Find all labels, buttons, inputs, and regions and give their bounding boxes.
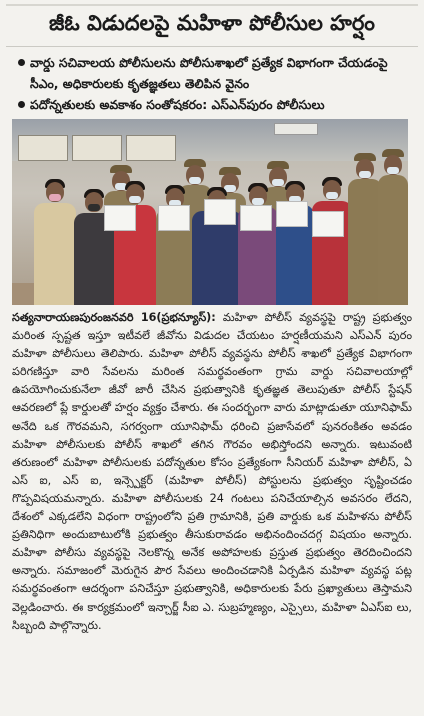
photo-wall-panel [18, 135, 68, 161]
photo-person [276, 181, 314, 305]
summary-bullet [20, 52, 418, 94]
photo-person [348, 153, 382, 305]
photo-placard [240, 205, 272, 231]
photo-person [114, 181, 156, 305]
photo-person [238, 183, 278, 305]
bullet-dot-icon [18, 101, 25, 108]
summary-bullet-text: వార్డు సచివాలయ పోలీసులను పోలీసుశాఖలో ప్రత్యేక విభాగంగా చేయడంపై సీఎం, అధికారులకు కృతజ్ఞతలు తెలిపిన వైనం [30, 55, 388, 91]
bullet-dot-icon [18, 59, 25, 66]
photo-person [156, 185, 194, 305]
photo-person [312, 177, 352, 305]
photo-placard [312, 211, 344, 237]
headline: జీఓ విడుదలపై మహిళా పోలీసుల హర్షం [6, 4, 418, 47]
photo-person [34, 179, 76, 305]
photo-placard [158, 205, 190, 231]
article-text: మహిళా పోలీస్ వ్యవస్థపై రాష్ట్ర ప్రభుత్వం మరింత స్పష్టత ఇస్తూ ఇటీవలే జీవోను విడుదల చేయటం హర్షణీయమని ఎస్ఎన్ పురం మహిళా పోలీసులు తెలిపారు. మహిళా పోలీస్ వ్యవస్థను పోలీస్ శాఖలో ప్రత్యేక విభాగంగా పరిగణిస్తూ వారి సేవలను మరింత సమర్థవంతంగా గ్రామ వార్డు సచివాలయాల్లో ఉపయోగించుకునేలా జీవో జారీ చేసిన ప్రభుత్వానికి కృతజ్ఞత తెలుపుతూ పోలీస్ స్టేషన్ ఆవరణలో ప్లే కార్డులతో హర్షం వ్యక్తం చేశారు. ఈ సందర్భంగా వారు మాట్లాడుతూ యూనిఫామ్ అనేది ఒక గౌరవమని, సగర్వంగా యూనిఫామ్ ధరించి ప్రజాసేవలో పునరంకితం అవడం మహిళా పోలీసులకు పోలీస్ శాఖలో తగిన గౌరవం అభిస్తోందని అన్నారు. ఇటువంటి తరుణంలో మహిళా పోలీసులకు పదోన్నతుల కోసం ప్రత్యేకంగా సీనియర్ మహిళా పోలీస్, ఏ ఎస్ ఐ, ఎస్ ఐ, ఇన్స్పెక్టర్ (మహిళా పోలీస్) పోస్టులను ప్రభుత్వం సృష్టించడం గొప్పవిషయమన్నారు. మహిళా పోలీసులకు 24 గంటలు పనిచేయాల్సిన అవసరం లేదని, దేశంలో ఎక్కడలేని విధంగా రాష్ట్రంలోని ప్రతి గ్రామానికి, ప్రతి వార్డుకు ఒక మహిళను పోలీస్ ప్రతినిధిగా అందుబాటులోకి ప్రభుత్వం తీసుకురావడం అభినందించదగ్గ విషయం అన్నారు. మహిళా పోలీసు వ్యవస్థపై నెలకొన్న అనేక అపోహలకు ప్రస్తుత ప్రభుత్వం తెరదించిందని అన్నారు. సమాజంలో మెరుగైన పౌర సేవలు అందించడానికి ఏర్పడిన మహిళా వ్యవస్థ పట్ల సమర్థవంతంగా ఆదర్శంగా పనిచేస్తూ ప్రభుత్వానికి, అధికారులకు పేరు ప్రఖ్యాతులు తెస్తామని వెల్లడించారు. ఈ కార్యక్రమంలో ఇన్చార్జ్ సీఐ ఎ. సుబ్రహ్మణ్యం, ఎస్సైలు, మహిళా ఏఎస్ఐ లు, సిబ్బంది పాల్గొన్నారు. [12, 311, 412, 632]
summary-bullets [6, 52, 418, 115]
photo-person [378, 149, 408, 305]
photo-wall-panel [126, 135, 176, 161]
article-dateline: సత్యనారాయణపురంజనవరి 16(ప్రభన్యూస్): [12, 311, 216, 324]
summary-bullet [20, 94, 418, 115]
article-body [12, 309, 412, 635]
photo-placard [104, 205, 136, 231]
photo-placard [204, 199, 236, 225]
photo-wall-sign [274, 123, 318, 135]
summary-bullet-text: పదోన్నతులకు అవకాశం సంతోషకరం: ఎస్‌ఎన్‌పురం పోలీసులు [30, 97, 325, 112]
news-photo [12, 119, 408, 305]
photo-wall-panel [72, 135, 122, 161]
photo-placard [276, 201, 308, 227]
